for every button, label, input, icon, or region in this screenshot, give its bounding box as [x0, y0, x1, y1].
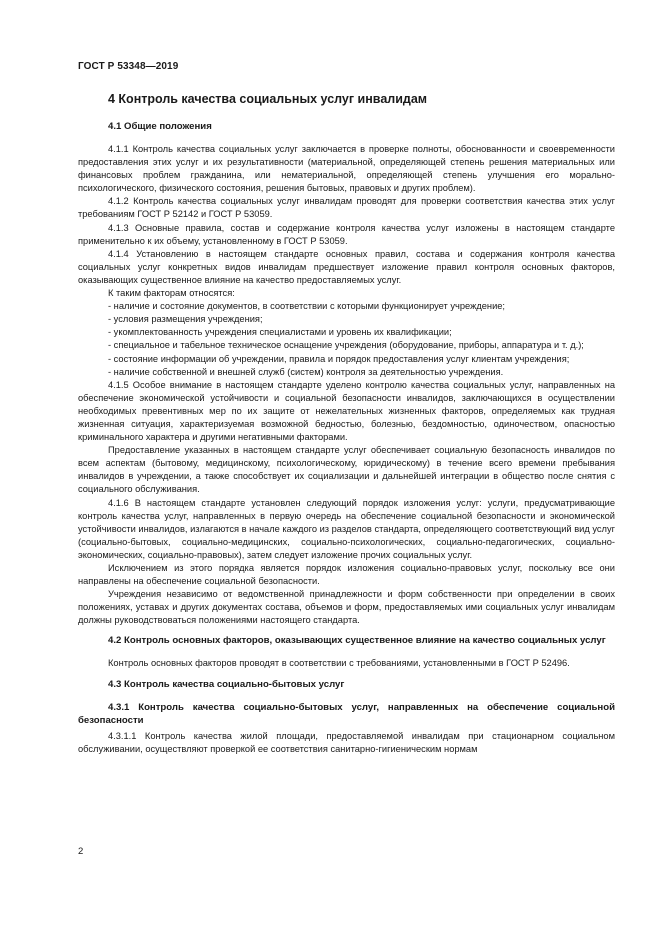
paragraph-4-1-1: 4.1.1 Контроль качества социальных услуг заключается в проверке полноты, обоснованности и своевременности предоставления этих услуг и их результативности (материальной, определяющей степень решения материальных или финансовых проблем гражданина, или нематериальной, определяющей степень улучшения его морально-психологического, физического состояния, решения бытовых, правовых и других проблем).	[78, 144, 615, 194]
list-item: - наличие собственной и внешней служб (систем) контроля за деятельностью учреждения.	[108, 366, 504, 377]
document-body	[78, 92, 615, 756]
paragraph-4-3-1-1: 4.3.1.1 Контроль качества жилой площади, предоставляемой инвалидам при стационарном социальном обслуживании, осуществляют проверкой ее соответствия санитарно-гигиеническим нормам	[78, 730, 615, 754]
paragraph-4-2: Контроль основных факторов проводят в соответствии с требованиями, установленными в ГОСТ Р 52496.	[108, 658, 570, 669]
list-item: - специальное и табельное техническое оснащение учреждения (оборудование, приборы, аппаратура и т. д.);	[108, 340, 584, 351]
list-item: - условия размещения учреждения;	[108, 314, 263, 325]
factors-intro: К таким факторам относятся:	[108, 288, 235, 299]
list-item: - состояние информации об учреждении, правила и порядок предоставления услуг клиентам учреждения;	[108, 353, 570, 364]
paragraph-4-1-5: 4.1.5 Особое внимание в настоящем стандарте уделено контролю качества социальных услуг, направленных на обеспечение экономической устойчивости и социальной безопасности инвалидов, заключающихся в осуществлении необходимых превентивных мер по их защите от нежелательных жизненных факторов, определяемых как трудная жизненная ситуация, характеризуемая возможной бедностью, болезнью, бездомностью, одиночеством, опасностью криминального характера и другими негативными факторами.	[78, 379, 615, 443]
paragraph-institutions: Учреждения независимо от ведомственной принадлежности и форм собственности при определении в своих положениях, уставах и других документах состава, объемов и форм, предоставляемых ими социальных услуг инвалидам должны руководствоваться положениями настоящего стандарта.	[78, 589, 615, 626]
paragraph-4-1-4: 4.1.4 Установлению в настоящем стандарте основных правил, состава и содержания контроля качества социальных услуг конкретных видов инвалидам предшествует изложение правил контроля основных факторов, оказывающих существенное влияние на качество предоставляемых услуг.	[78, 248, 615, 285]
paragraph-4-1-2: 4.1.2 Контроль качества социальных услуг инвалидам проводят для проверки соответствия качества этих услуг требованиям ГОСТ Р 52142 и ГОСТ Р 53059.	[78, 196, 615, 220]
document-header: ГОСТ Р 53348—2019	[78, 61, 179, 72]
page-number: 2	[78, 846, 84, 857]
subsection-heading-4-2: 4.2 Контроль основных факторов, оказывающих существенное влияние на качество социальных услуг	[108, 635, 606, 647]
paragraph-4-1-6: 4.1.6 В настоящем стандарте установлен следующий порядок изложения услуг: услуги, предусматривающие контроль качества услуг, направленных в первую очередь на обеспечение социальной безопасности и экономической устойчивости инвалидов, излагаются в начале каждого из разделов стандарта, определяющего соответствующий вид услуг (социально-бытовых, социально-медицинских, социально-психологических, социально-педагогических, социально-экономических, социально-правовых), затем следует изложение прочих социальных услуг.	[78, 497, 615, 560]
section-heading: 4 Контроль качества социальных услуг инвалидам	[108, 92, 428, 106]
paragraph-exception: Исключением из этого порядка является порядок изложения социально-правовых услуг, поскольку все они направлены на обеспечение социальной безопасности.	[78, 563, 615, 587]
subsection-heading-4-3-1: 4.3.1 Контроль качества социально-бытовых услуг, направленных на обеспечение социальной безопасности	[78, 701, 615, 726]
subsection-heading-4-1: 4.1 Общие положения	[108, 121, 212, 132]
paragraph-social-safety: Предоставление указанных в настоящем стандарте услуг обеспечивает социальную безопасность инвалидов по всем аспектам (бытовому, медицинскому, психологическому, юридическому) в течение всего времени пребывания инвалидов в учреждении, а также способствует их социализации и дальнейшей интеграции в общество после снятия с социального обслуживания.	[78, 445, 615, 495]
subsection-heading-4-3: 4.3 Контроль качества социально-бытовых услуг	[108, 678, 345, 690]
list-item: - наличие и состояние документов, в соответствии с которыми функционирует учреждение;	[108, 301, 506, 312]
paragraph-4-1-3: 4.1.3 Основные правила, состав и содержание контроля качества услуг изложены в настоящем стандарте применительно к их объему, установленному в ГОСТ Р 53059.	[78, 222, 615, 246]
list-item: - укомплектованность учреждения специалистами и уровень их квалификации;	[108, 327, 452, 338]
